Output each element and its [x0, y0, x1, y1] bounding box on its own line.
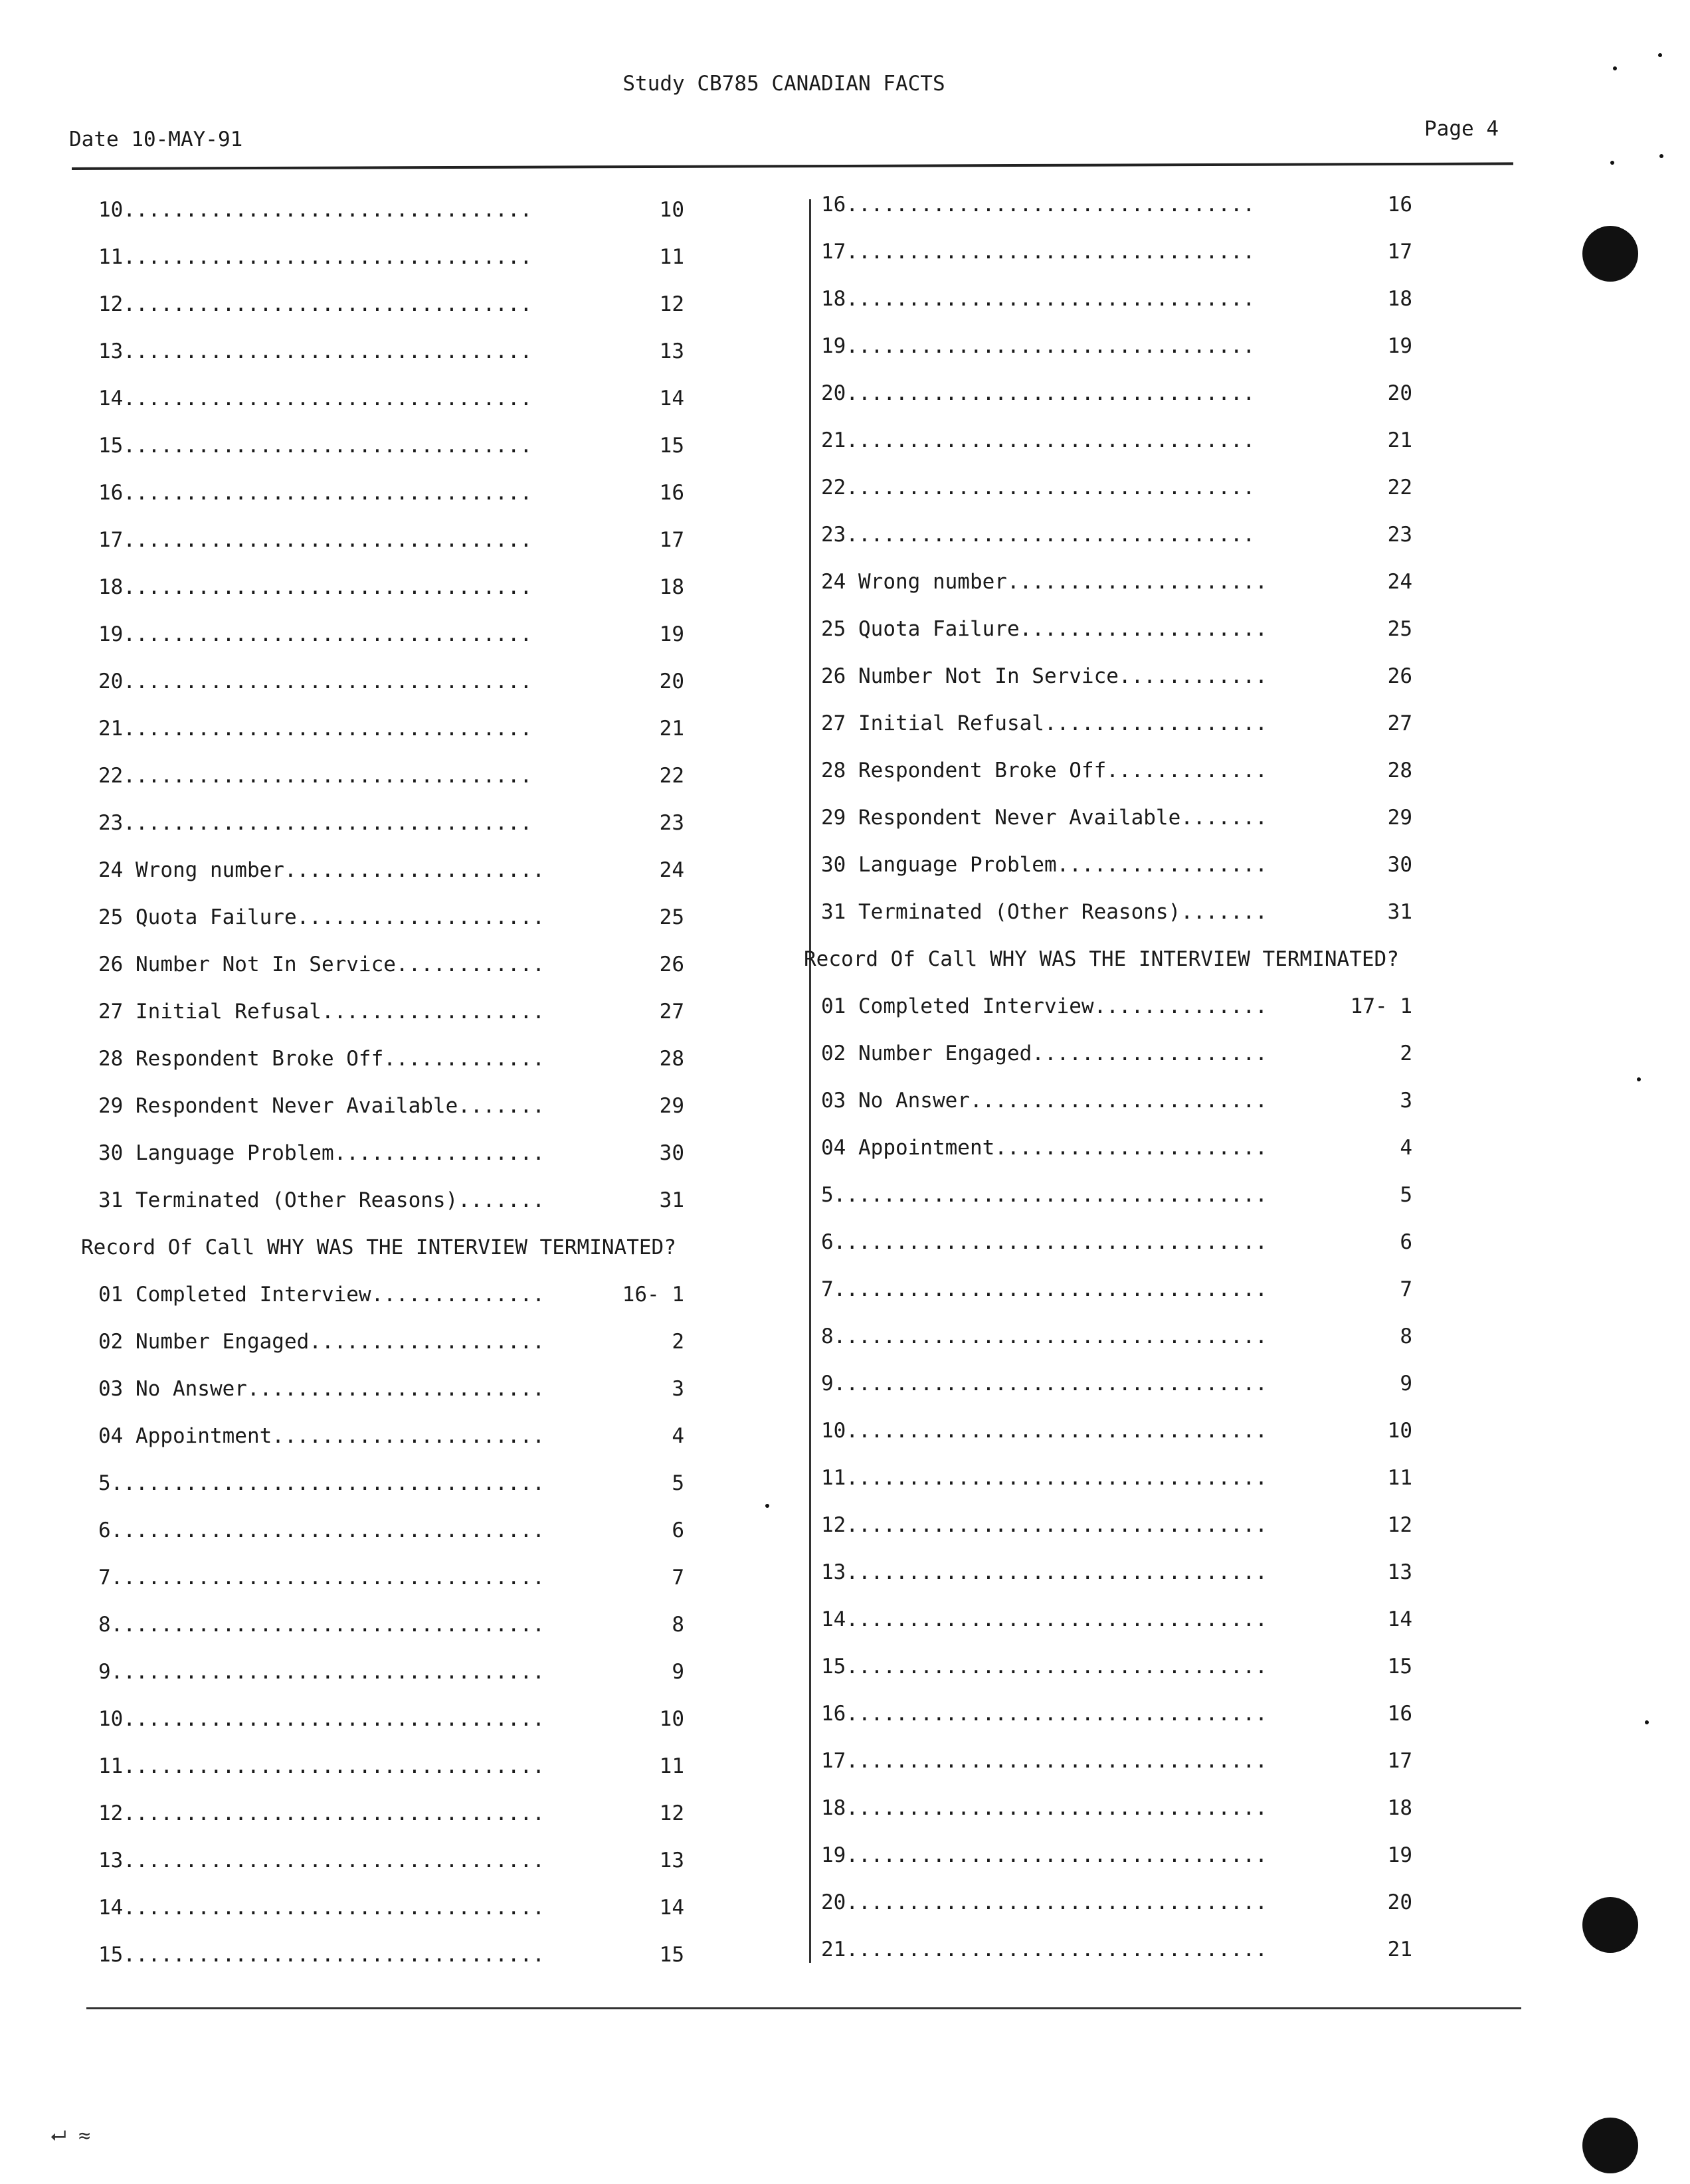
row-code: 19 [1387, 1843, 1412, 1867]
row-label: 30 Language Problem................. [821, 853, 1268, 877]
row-code: 16 [659, 481, 684, 505]
row-code: 16 [1387, 1702, 1412, 1726]
code-row [93, 1838, 824, 1885]
row-code: 20 [659, 670, 684, 693]
code-row [93, 1555, 824, 1602]
footer-rule [86, 2007, 1521, 2009]
row-code: 17 [659, 528, 684, 552]
code-row [816, 1550, 1547, 1597]
code-row [816, 1172, 1547, 1220]
row-code: 17- 1 [1350, 994, 1412, 1018]
row-code: 4 [672, 1424, 684, 1448]
row-code: 9 [1400, 1372, 1412, 1396]
code-row [93, 517, 824, 565]
code-row [93, 1366, 824, 1413]
row-code: 15 [1387, 1655, 1412, 1679]
header-rule [72, 162, 1513, 170]
code-row [93, 1319, 824, 1366]
row-label: 17................................. [98, 528, 533, 552]
code-row [816, 1361, 1547, 1408]
row-label: 15.................................. [821, 1655, 1268, 1679]
row-label: 01 Completed Interview.............. [98, 1283, 545, 1307]
code-row [816, 1738, 1547, 1785]
row-label: 21................................. [821, 428, 1256, 452]
row-code: 15 [659, 434, 684, 458]
row-label: 02 Number Engaged................... [821, 1042, 1268, 1065]
code-row [816, 1785, 1547, 1833]
row-label: 15................................. [98, 434, 533, 458]
row-code: 16- 1 [622, 1283, 684, 1307]
page-number: Page 4 [1424, 117, 1499, 141]
row-code: 8 [672, 1613, 684, 1637]
code-row [93, 1885, 824, 1932]
row-code: 13 [659, 339, 684, 363]
code-row [816, 606, 1547, 654]
punch-hole [1582, 2118, 1638, 2173]
code-row [816, 748, 1547, 795]
code-row [816, 418, 1547, 465]
row-label: 15.................................. [98, 1943, 545, 1967]
row-label: Record Of Call WHY WAS THE INTERVIEW TERMINATED? [804, 947, 1399, 971]
row-code: 22 [1387, 476, 1412, 500]
row-label: 7................................... [98, 1566, 545, 1590]
page-title: Study CB785 CANADIAN FACTS [622, 72, 945, 96]
code-row [93, 659, 824, 706]
row-code: 3 [672, 1377, 684, 1401]
row-code: 7 [1400, 1277, 1412, 1301]
row-code: 30 [659, 1141, 684, 1165]
code-row [816, 1927, 1547, 1974]
code-row [93, 470, 824, 517]
row-label: 12................................. [98, 292, 533, 316]
code-row [93, 376, 824, 423]
row-label: 24 Wrong number..................... [821, 570, 1268, 594]
row-code: 24 [1387, 570, 1412, 594]
speck [1637, 1077, 1641, 1081]
row-label: 30 Language Problem................. [98, 1141, 545, 1165]
row-code: 26 [659, 953, 684, 976]
row-code: 21 [1387, 1938, 1412, 1961]
row-label: 27 Initial Refusal.................. [821, 711, 1268, 735]
row-label: 11................................. [98, 245, 533, 269]
row-label: 01 Completed Interview.............. [821, 994, 1268, 1018]
code-row [93, 1602, 824, 1649]
row-label: 10.................................. [98, 1707, 545, 1731]
row-code: 11 [1387, 1466, 1412, 1490]
code-row [93, 282, 824, 329]
speck [1645, 1720, 1649, 1724]
row-label: 25 Quota Failure.................... [821, 617, 1268, 641]
row-label: 27 Initial Refusal.................. [98, 1000, 545, 1024]
code-row [93, 565, 824, 612]
row-code: 10 [659, 1707, 684, 1731]
code-row [816, 323, 1547, 371]
row-label: 23................................. [98, 811, 533, 835]
row-label: 18................................. [98, 575, 533, 599]
speck [765, 1504, 769, 1508]
code-row [816, 842, 1547, 889]
code-row [816, 182, 1547, 229]
row-code: 23 [659, 811, 684, 835]
row-label: 29 Respondent Never Available....... [98, 1094, 545, 1118]
row-code: 30 [1387, 853, 1412, 877]
row-label: 12.................................. [821, 1513, 1268, 1537]
speck [1610, 161, 1614, 165]
code-row [93, 1178, 824, 1225]
code-row [816, 371, 1547, 418]
row-code: 20 [1387, 381, 1412, 405]
speck [1613, 66, 1617, 70]
row-label: 21................................. [98, 717, 533, 741]
row-code: 21 [1387, 428, 1412, 452]
code-row [816, 1125, 1547, 1172]
right-column [804, 182, 1547, 1974]
row-label: 16................................. [98, 481, 533, 505]
code-row [93, 753, 824, 800]
row-label: 7................................... [821, 1277, 1268, 1301]
row-label: 24 Wrong number..................... [98, 858, 545, 882]
row-code: 3 [1400, 1089, 1412, 1113]
code-row [93, 1461, 824, 1508]
code-row [93, 612, 824, 659]
row-code: 2 [1400, 1042, 1412, 1065]
row-code: 17 [1387, 1749, 1412, 1773]
row-code: 18 [1387, 1796, 1412, 1820]
row-label: 20.................................. [821, 1890, 1268, 1914]
row-code: 12 [659, 292, 684, 316]
row-code: 14 [659, 1896, 684, 1920]
row-code: 9 [672, 1660, 684, 1684]
row-code: 27 [659, 1000, 684, 1024]
row-label: 6................................... [821, 1230, 1268, 1254]
code-row [816, 559, 1547, 606]
code-row [93, 1932, 824, 1979]
row-code: 8 [1400, 1324, 1412, 1348]
row-label: 17................................. [821, 240, 1256, 264]
row-label: 25 Quota Failure.................... [98, 905, 545, 929]
row-code: 20 [1387, 1890, 1412, 1914]
code-row [93, 1131, 824, 1178]
row-code: 5 [672, 1471, 684, 1495]
row-label: 28 Respondent Broke Off............. [98, 1047, 545, 1071]
code-row [816, 512, 1547, 559]
code-row [93, 706, 824, 753]
row-code: 23 [1387, 523, 1412, 547]
row-label: 20................................. [821, 381, 1256, 405]
row-code: 12 [659, 1801, 684, 1825]
row-code: 28 [659, 1047, 684, 1071]
row-code: 5 [1400, 1183, 1412, 1207]
code-row [93, 800, 824, 848]
code-row [816, 889, 1547, 937]
row-label: 9................................... [98, 1660, 545, 1684]
row-code: 11 [659, 245, 684, 269]
code-row [816, 1833, 1547, 1880]
code-row [93, 1696, 824, 1744]
code-row [816, 1078, 1547, 1125]
row-label: 12.................................. [98, 1801, 545, 1825]
row-code: 31 [659, 1188, 684, 1212]
row-code: 2 [672, 1330, 684, 1354]
code-row [816, 1644, 1547, 1691]
code-row [93, 1036, 824, 1083]
row-code: 13 [659, 1849, 684, 1872]
code-row [816, 1880, 1547, 1927]
code-row [93, 1413, 824, 1461]
code-row [93, 1791, 824, 1838]
row-label: 9................................... [821, 1372, 1268, 1396]
row-label: 28 Respondent Broke Off............. [821, 759, 1268, 782]
row-code: 7 [672, 1566, 684, 1590]
row-label: 13.................................. [98, 1849, 545, 1872]
row-label: 18.................................. [821, 1796, 1268, 1820]
row-label: 04 Appointment...................... [821, 1136, 1268, 1160]
code-row [816, 701, 1547, 748]
row-code: 19 [1387, 334, 1412, 358]
code-row [816, 1408, 1547, 1455]
row-label: Record Of Call WHY WAS THE INTERVIEW TERMINATED? [81, 1235, 676, 1259]
row-label: 22................................. [98, 764, 533, 788]
speck [1659, 154, 1663, 158]
row-code: 31 [1387, 900, 1412, 924]
row-label: 10................................. [98, 198, 533, 222]
row-code: 16 [1387, 193, 1412, 217]
row-code: 19 [659, 622, 684, 646]
row-label: 14.................................. [98, 1896, 545, 1920]
code-row [816, 1314, 1547, 1361]
row-code: 29 [1387, 806, 1412, 830]
code-row [93, 1508, 824, 1555]
code-row [93, 1272, 824, 1319]
scan-mark: ⮠ ≈ [50, 2124, 91, 2147]
row-label: 22................................. [821, 476, 1256, 500]
row-label: 16................................. [821, 193, 1256, 217]
row-label: 17.................................. [821, 1749, 1268, 1773]
code-row [816, 1691, 1547, 1738]
row-label: 19................................. [821, 334, 1256, 358]
code-row [93, 942, 824, 989]
left-column [81, 187, 824, 1979]
row-label: 13.................................. [821, 1560, 1268, 1584]
row-code: 24 [659, 858, 684, 882]
row-code: 25 [659, 905, 684, 929]
row-code: 25 [1387, 617, 1412, 641]
row-code: 17 [1387, 240, 1412, 264]
row-label: 13................................. [98, 339, 533, 363]
punch-hole [1582, 226, 1638, 282]
row-label: 23................................. [821, 523, 1256, 547]
code-row [93, 423, 824, 470]
row-label: 8................................... [821, 1324, 1268, 1348]
row-label: 26 Number Not In Service............ [821, 664, 1268, 688]
row-code: 15 [659, 1943, 684, 1967]
row-label: 6................................... [98, 1518, 545, 1542]
row-code: 6 [1400, 1230, 1412, 1254]
row-label: 02 Number Engaged................... [98, 1330, 545, 1354]
row-code: 13 [1387, 1560, 1412, 1584]
date-line: Date 10-MAY-91 [69, 128, 243, 151]
row-label: 03 No Answer........................ [98, 1377, 545, 1401]
code-row [93, 1744, 824, 1791]
code-row [93, 989, 824, 1036]
row-label: 18................................. [821, 287, 1256, 311]
code-row [816, 795, 1547, 842]
code-row [816, 276, 1547, 323]
code-row [93, 1649, 824, 1696]
row-label: 14................................. [98, 387, 533, 410]
row-label: 8................................... [98, 1613, 545, 1637]
row-label: 26 Number Not In Service............ [98, 953, 545, 976]
code-row [816, 465, 1547, 512]
row-code: 14 [659, 387, 684, 410]
punch-hole [1582, 1897, 1638, 1953]
speck [1658, 53, 1662, 57]
code-row [816, 1597, 1547, 1644]
row-label: 21.................................. [821, 1938, 1268, 1961]
row-code: 28 [1387, 759, 1412, 782]
code-row [93, 234, 824, 282]
row-code: 22 [659, 764, 684, 788]
row-label: 19................................. [98, 622, 533, 646]
row-code: 14 [1387, 1607, 1412, 1631]
code-row [93, 895, 824, 942]
row-label: 14.................................. [821, 1607, 1268, 1631]
code-row [816, 229, 1547, 276]
row-label: 10.................................. [821, 1419, 1268, 1443]
code-row [93, 187, 824, 234]
row-label: 04 Appointment...................... [98, 1424, 545, 1448]
code-row [93, 848, 824, 895]
row-code: 6 [672, 1518, 684, 1542]
row-code: 18 [659, 575, 684, 599]
code-row [816, 1455, 1547, 1502]
row-label: 5................................... [821, 1183, 1268, 1207]
row-code: 10 [659, 198, 684, 222]
row-code: 10 [1387, 1419, 1412, 1443]
row-code: 12 [1387, 1513, 1412, 1537]
section-heading [81, 1225, 824, 1272]
row-label: 31 Terminated (Other Reasons)....... [821, 900, 1268, 924]
code-row [816, 984, 1547, 1031]
code-row [816, 1502, 1547, 1550]
code-row [93, 329, 824, 376]
row-label: 20................................. [98, 670, 533, 693]
row-code: 18 [1387, 287, 1412, 311]
row-label: 11.................................. [821, 1466, 1268, 1490]
row-label: 11.................................. [98, 1754, 545, 1778]
row-label: 16.................................. [821, 1702, 1268, 1726]
row-label: 29 Respondent Never Available....... [821, 806, 1268, 830]
row-code: 21 [659, 717, 684, 741]
code-row [816, 654, 1547, 701]
row-code: 11 [659, 1754, 684, 1778]
code-row [816, 1267, 1547, 1314]
column-divider [809, 199, 811, 1963]
code-row [93, 1083, 824, 1131]
row-label: 5................................... [98, 1471, 545, 1495]
row-code: 26 [1387, 664, 1412, 688]
code-row [816, 1220, 1547, 1267]
row-label: 31 Terminated (Other Reasons)....... [98, 1188, 545, 1212]
code-row [816, 1031, 1547, 1078]
section-heading [804, 937, 1547, 984]
row-label: 03 No Answer........................ [821, 1089, 1268, 1113]
row-code: 27 [1387, 711, 1412, 735]
row-code: 4 [1400, 1136, 1412, 1160]
row-code: 29 [659, 1094, 684, 1118]
row-label: 19.................................. [821, 1843, 1268, 1867]
